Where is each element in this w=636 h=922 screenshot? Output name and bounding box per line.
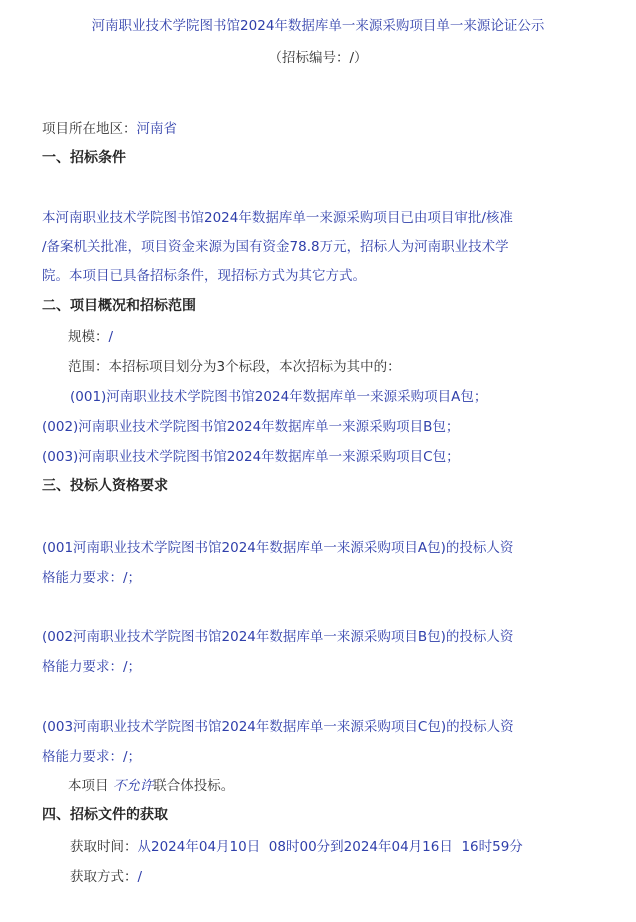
scale-row xyxy=(68,325,113,345)
lot-item: (002)河南职业技术学院图书馆2024年数据库单一来源采购项目B包； xyxy=(42,419,460,435)
region-label: 项目所在地区： xyxy=(42,121,137,137)
acquisition-method-value: / xyxy=(137,869,143,885)
tenderer-name-end: 院 xyxy=(42,268,56,284)
acquisition-time-label: 获取时间： xyxy=(70,839,138,855)
section-4-heading: 四、招标文件的获取 xyxy=(42,807,168,823)
consortium-value: 不允许 xyxy=(112,778,154,794)
project-region xyxy=(42,117,177,137)
section-3-heading: 三、投标人资格要求 xyxy=(42,478,168,494)
section-1-paragraph-line-3 xyxy=(42,264,366,284)
section-1-paragraph-tail: 。本项目已具备招标条件，现招标方式为其它方式。 xyxy=(55,268,366,284)
scale-value: / xyxy=(108,329,114,345)
lot-item: (003)河南职业技术学院图书馆2024年数据库单一来源采购项目C包； xyxy=(42,449,460,465)
qualification-req-line-1: (003河南职业技术学院图书馆2024年数据库单一来源采购项目C包)的投标人资 xyxy=(42,719,514,735)
section-1-heading: 一、招标条件 xyxy=(42,150,126,166)
consortium-statement xyxy=(68,774,234,794)
document-title: 河南职业技术学院图书馆2024年数据库单一来源采购项目单一来源论证公示 xyxy=(91,18,545,34)
qualification-req-line-1: (001河南职业技术学院图书馆2024年数据库单一来源采购项目A包)的投标人资 xyxy=(42,540,514,556)
lot-item: (001)河南职业技术学院图书馆2024年数据库单一来源采购项目A包； xyxy=(70,389,488,405)
section-1-paragraph-line-1: 本河南职业技术学院图书馆2024年数据库单一来源采购项目已由项目审批/核准 xyxy=(42,210,513,226)
acquisition-time-row xyxy=(70,835,523,855)
tenderer-name: 河南职业技术学 xyxy=(414,239,509,255)
qualification-req-line-2: 格能力要求：/； xyxy=(42,570,142,586)
scope-text: 范围：本招标项目划分为3个标段，本次招标为其中的： xyxy=(68,359,401,375)
consortium-suffix: 联合体投标。 xyxy=(153,778,235,794)
acquisition-time-value: 从2024年04月10日 08时00分到2024年04月16日 16时59分 xyxy=(137,839,523,855)
qualification-req-line-2: 格能力要求：/； xyxy=(42,659,142,675)
section-2-heading: 二、项目概况和招标范围 xyxy=(42,298,196,314)
scale-label: 规模： xyxy=(68,329,109,345)
region-value: 河南省 xyxy=(136,121,177,137)
consortium-prefix: 本项目 xyxy=(68,778,109,794)
qualification-req-line-1: (002河南职业技术学院图书馆2024年数据库单一来源采购项目B包)的投标人资 xyxy=(42,629,514,645)
acquisition-method-label: 获取方式： xyxy=(70,869,138,885)
section-1-paragraph-text: /备案机关批准，项目资金来源为国有资金78.8万元，招标人为 xyxy=(42,239,415,255)
qualification-req-line-2: 格能力要求：/； xyxy=(42,749,142,765)
bid-number: （招标编号：/） xyxy=(268,50,368,66)
acquisition-method-row xyxy=(70,865,142,885)
section-1-paragraph-line-2 xyxy=(42,235,509,255)
